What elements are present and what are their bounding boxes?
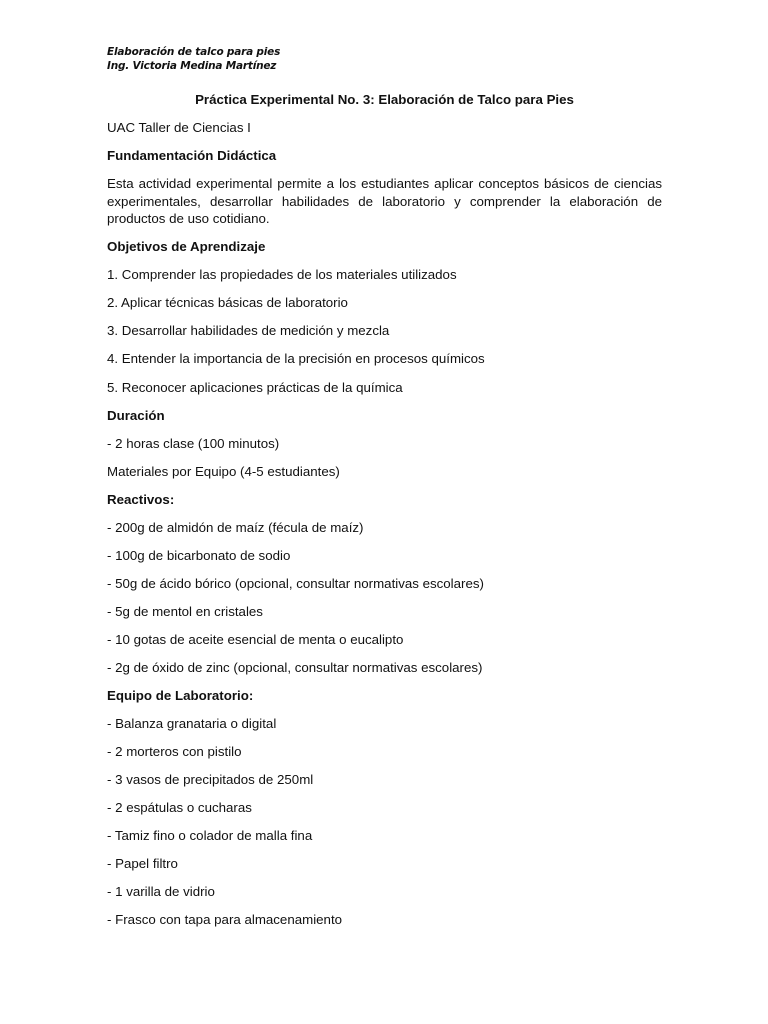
course-name: UAC Taller de Ciencias I: [107, 120, 251, 135]
header-title: Elaboración de talco para pies: [107, 46, 281, 58]
list-item: - 50g de ácido bórico (opcional, consultar normativas escolares): [107, 576, 484, 591]
page-header: [107, 45, 280, 73]
list-item: - 100g de bicarbonato de sodio: [107, 548, 291, 563]
list-item: 4. Entender la importancia de la precisión en procesos químicos: [107, 351, 485, 366]
list-item: - 5g de mentol en cristales: [107, 604, 263, 619]
list-item: - 3 vasos de precipitados de 250ml: [107, 772, 314, 787]
list-item: - Tamiz fino o colador de malla fina: [107, 828, 313, 843]
list-item: - 2 espátulas o cucharas: [107, 800, 252, 815]
list-item: - Papel filtro: [107, 856, 178, 871]
section-heading-objetivos: Objetivos de Aprendizaje: [107, 239, 266, 254]
list-item: 5. Reconocer aplicaciones prácticas de la química: [107, 380, 403, 395]
list-item: - 10 gotas de aceite esencial de menta o eucalipto: [107, 632, 404, 647]
list-item: - 1 varilla de vidrio: [107, 884, 215, 899]
materiales-heading: Materiales por Equipo (4-5 estudiantes): [107, 464, 340, 479]
section-heading-reactivos: Reactivos:: [107, 492, 175, 507]
duracion-text: - 2 horas clase (100 minutos): [107, 436, 280, 451]
header-author: Ing. Victoria Medina Martínez: [107, 60, 277, 72]
list-item: - Balanza granataria o digital: [107, 716, 277, 731]
list-item: 2. Aplicar técnicas básicas de laboratorio: [107, 295, 348, 310]
section-heading-equipo: Equipo de Laboratorio:: [107, 688, 254, 703]
section-heading-duracion: Duración: [107, 408, 165, 423]
list-item: - 2g de óxido de zinc (opcional, consultar normativas escolares): [107, 660, 483, 675]
list-item: - 2 morteros con pistilo: [107, 744, 242, 759]
fundamentacion-paragraph: Esta actividad experimental permite a los estudiantes aplicar conceptos básicos de ciencias experimentales, desarrollar habilidades de laboratorio y comprender la elaboración de productos de uso cotidiano.: [107, 176, 662, 226]
list-item: - Frasco con tapa para almacenamiento: [107, 912, 343, 927]
section-heading-fundamentacion: Fundamentación Didáctica: [107, 148, 277, 163]
document-title: Práctica Experimental No. 3: Elaboración de Talco para Pies: [195, 92, 574, 107]
list-item: - 200g de almidón de maíz (fécula de maíz): [107, 520, 364, 535]
list-item: 3. Desarrollar habilidades de medición y mezcla: [107, 323, 390, 338]
list-item: 1. Comprender las propiedades de los materiales utilizados: [107, 267, 457, 282]
